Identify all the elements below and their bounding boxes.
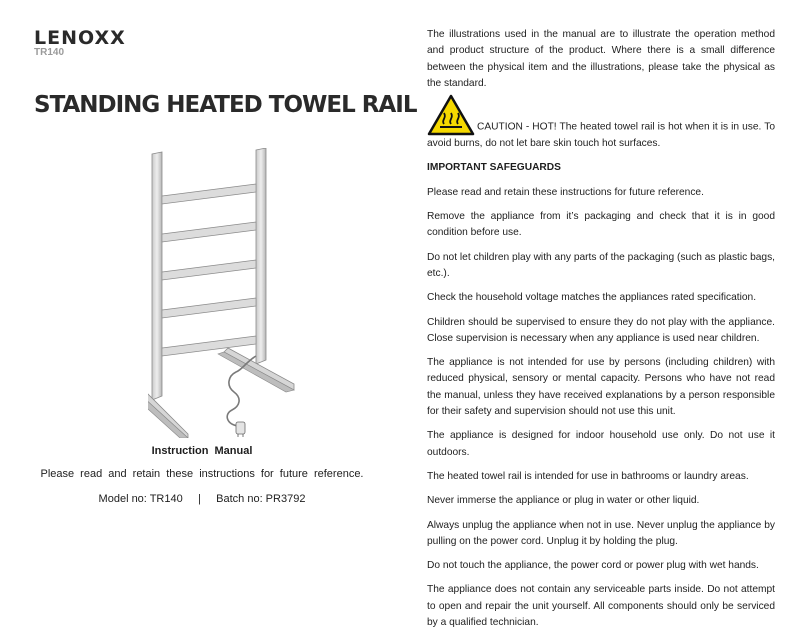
model-batch-line: Model no: TR140 | Batch no: PR3792 bbox=[98, 493, 306, 505]
safeguard-item: Remove the appliance from it’s packaging and check that it is in good condition before use. bbox=[427, 211, 775, 239]
safeguard-item: The appliance is not intended for use by persons (including children) with reduced physical, sensory or mental capacity. Persons who have not read the manual, unless they have received explanations by a person responsible for their safety and supervision should not use this unit. bbox=[427, 357, 775, 418]
safeguard-item: The appliance is designed for indoor household use only. Do not use it outdoors. bbox=[427, 430, 775, 458]
safeguard-item: The appliance does not contain any serviceable parts inside. Do not attempt to open and repair the unit yourself. All components should only be serviced by a qualified technician. bbox=[427, 584, 775, 629]
instruction-manual-heading: Instruction Manual bbox=[151, 445, 253, 457]
model-tag: TR140 bbox=[34, 47, 65, 58]
safeguard-item: Always unplug the appliance when not in use. Never unplug the appliance by pulling on the power cord. Unplug it by holding the plug. bbox=[427, 519, 775, 547]
safeguard-item: Please read and retain these instructions for future reference. bbox=[427, 186, 704, 198]
right-page bbox=[427, 27, 775, 639]
caution-text: CAUTION - HOT! The heated towel rail is hot when it is in use. To avoid burns, do not let bare skin touch hot surfaces. bbox=[427, 121, 775, 150]
safeguard-item: Do not let children play with any parts of the packaging (such as plastic bags, etc.). bbox=[427, 251, 775, 279]
caution-paragraph bbox=[427, 94, 775, 152]
safeguard-item: Children should be supervised to ensure they do not play with the appliance. Close supervision is necessary when any appliance is used near children. bbox=[427, 316, 775, 344]
instruction-note: Please read and retain these instructions for future reference. bbox=[40, 468, 364, 480]
intro-paragraph: The illustrations used in the manual are to illustrate the operation method and product structure of the product. Where there is a small difference between the physical item and the illustrations, please take the physical as the standard. bbox=[427, 29, 775, 89]
towel-rail-illustration bbox=[148, 148, 298, 438]
safeguard-item: Check the household voltage matches the appliances rated specification. bbox=[427, 292, 757, 304]
brand-logo: LENOXX bbox=[34, 27, 126, 49]
safeguard-item: Never immerse the appliance or plug in water or other liquid. bbox=[427, 495, 700, 507]
hot-surface-warning-icon bbox=[427, 94, 475, 136]
safeguard-item: Do not touch the appliance, the power cord or power plug with wet hands. bbox=[427, 560, 759, 572]
safeguards-heading: IMPORTANT SAFEGUARDS bbox=[427, 162, 561, 174]
safeguard-item: The heated towel rail is intended for use in bathrooms or laundry areas. bbox=[427, 470, 749, 482]
left-page bbox=[0, 0, 417, 551]
page-title: STANDING HEATED TOWEL RAIL bbox=[34, 92, 417, 118]
